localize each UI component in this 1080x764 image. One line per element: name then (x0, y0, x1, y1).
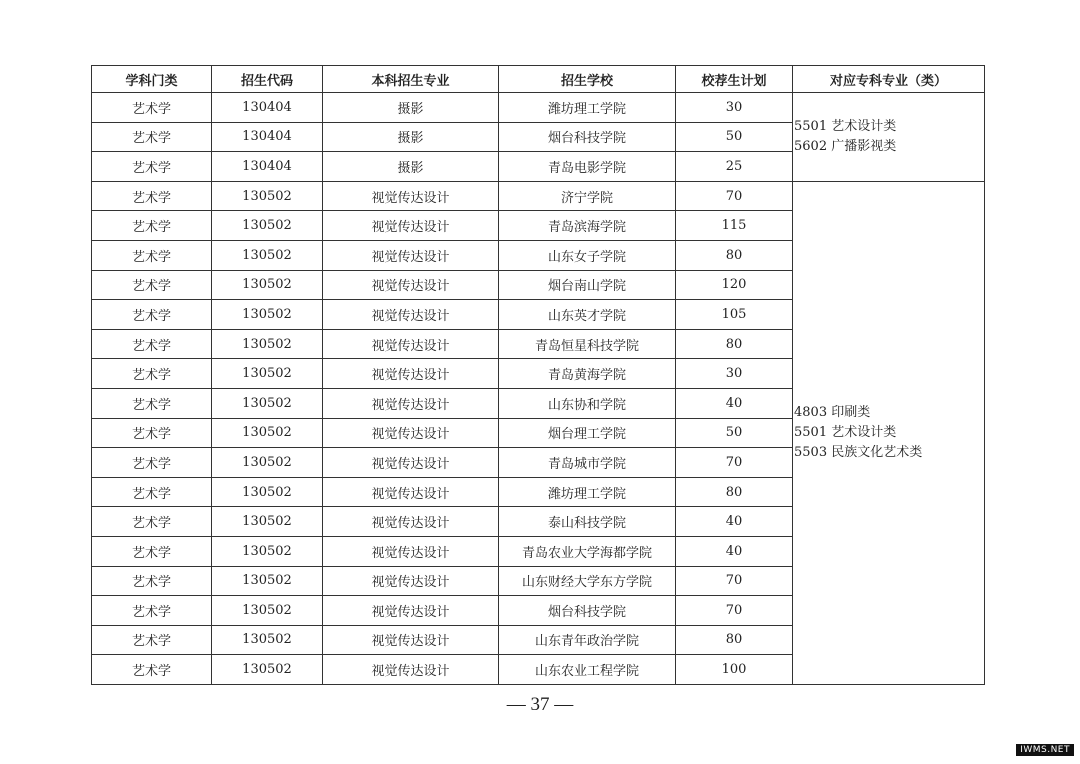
cell-school: 山东协和学院 (499, 388, 676, 418)
cell-discipline: 艺术学 (92, 152, 212, 182)
cell-major: 视觉传达设计 (323, 536, 499, 566)
cell-major: 视觉传达设计 (323, 270, 499, 300)
cell-discipline: 艺术学 (92, 240, 212, 270)
related-majors-cell (793, 181, 985, 684)
cell-code: 130502 (212, 655, 323, 685)
cell-discipline: 艺术学 (92, 270, 212, 300)
cell-school: 青岛恒星科技学院 (499, 329, 676, 359)
header-discipline: 学科门类 (92, 66, 212, 93)
cell-school: 山东英才学院 (499, 300, 676, 330)
cell-major: 摄影 (323, 122, 499, 152)
cell-school: 青岛黄海学院 (499, 359, 676, 389)
cell-quota: 80 (676, 477, 793, 507)
cell-code: 130404 (212, 122, 323, 152)
cell-discipline: 艺术学 (92, 596, 212, 626)
cell-discipline: 艺术学 (92, 536, 212, 566)
cell-code: 130502 (212, 596, 323, 626)
cell-discipline: 艺术学 (92, 122, 212, 152)
related-major-item: 4803 印刷类 (794, 404, 871, 420)
cell-discipline: 艺术学 (92, 448, 212, 478)
cell-major: 视觉传达设计 (323, 359, 499, 389)
watermark: IWMS.NET (1016, 744, 1074, 756)
cell-school: 潍坊理工学院 (499, 477, 676, 507)
table-header-row (92, 66, 985, 93)
table-row (92, 93, 985, 123)
cell-school: 山东财经大学东方学院 (499, 566, 676, 596)
page-number: — 37 — (506, 694, 574, 715)
cell-major: 视觉传达设计 (323, 211, 499, 241)
cell-quota: 115 (676, 211, 793, 241)
cell-quota: 80 (676, 329, 793, 359)
related-major-item: 5602 广播影视类 (794, 138, 897, 154)
cell-discipline: 艺术学 (92, 625, 212, 655)
cell-school: 青岛城市学院 (499, 448, 676, 478)
cell-discipline: 艺术学 (92, 329, 212, 359)
cell-quota: 40 (676, 507, 793, 537)
cell-discipline: 艺术学 (92, 93, 212, 123)
cell-quota: 50 (676, 122, 793, 152)
cell-major: 视觉传达设计 (323, 477, 499, 507)
cell-major: 视觉传达设计 (323, 507, 499, 537)
header-quota: 校荐生计划 (676, 66, 793, 93)
related-majors-cell (793, 93, 985, 182)
cell-quota: 70 (676, 566, 793, 596)
cell-quota: 80 (676, 625, 793, 655)
cell-major: 视觉传达设计 (323, 388, 499, 418)
related-major-item: 5503 民族文化艺术类 (794, 444, 923, 460)
cell-quota: 80 (676, 240, 793, 270)
cell-discipline: 艺术学 (92, 566, 212, 596)
cell-major: 视觉传达设计 (323, 329, 499, 359)
cell-school: 青岛电影学院 (499, 152, 676, 182)
cell-quota: 70 (676, 181, 793, 211)
cell-school: 烟台南山学院 (499, 270, 676, 300)
header-school: 招生学校 (499, 66, 676, 93)
related-major-item: 5501 艺术设计类 (794, 118, 897, 134)
table-body (92, 93, 985, 685)
cell-major: 视觉传达设计 (323, 240, 499, 270)
enrollment-plan-table (91, 65, 985, 685)
cell-code: 130502 (212, 329, 323, 359)
cell-discipline: 艺术学 (92, 300, 212, 330)
cell-quota: 105 (676, 300, 793, 330)
cell-school: 青岛滨海学院 (499, 211, 676, 241)
cell-code: 130404 (212, 152, 323, 182)
header-major: 本科招生专业 (323, 66, 499, 93)
cell-school: 烟台理工学院 (499, 418, 676, 448)
cell-school: 山东农业工程学院 (499, 655, 676, 685)
cell-quota: 70 (676, 596, 793, 626)
cell-major: 视觉传达设计 (323, 300, 499, 330)
cell-school: 青岛农业大学海都学院 (499, 536, 676, 566)
cell-major: 视觉传达设计 (323, 181, 499, 211)
cell-code: 130502 (212, 625, 323, 655)
cell-code: 130502 (212, 359, 323, 389)
cell-school: 潍坊理工学院 (499, 93, 676, 123)
cell-school: 泰山科技学院 (499, 507, 676, 537)
cell-code: 130502 (212, 270, 323, 300)
cell-discipline: 艺术学 (92, 211, 212, 241)
cell-code: 130502 (212, 211, 323, 241)
cell-school: 烟台科技学院 (499, 122, 676, 152)
cell-quota: 100 (676, 655, 793, 685)
cell-quota: 120 (676, 270, 793, 300)
cell-major: 视觉传达设计 (323, 625, 499, 655)
cell-discipline: 艺术学 (92, 477, 212, 507)
cell-discipline: 艺术学 (92, 181, 212, 211)
header-code: 招生代码 (212, 66, 323, 93)
related-major-item: 5501 艺术设计类 (794, 424, 897, 440)
cell-discipline: 艺术学 (92, 507, 212, 537)
cell-quota: 70 (676, 448, 793, 478)
cell-code: 130502 (212, 507, 323, 537)
cell-code: 130502 (212, 448, 323, 478)
cell-discipline: 艺术学 (92, 388, 212, 418)
cell-major: 视觉传达设计 (323, 418, 499, 448)
cell-major: 视觉传达设计 (323, 655, 499, 685)
cell-quota: 50 (676, 418, 793, 448)
cell-school: 烟台科技学院 (499, 596, 676, 626)
cell-code: 130404 (212, 93, 323, 123)
cell-code: 130502 (212, 566, 323, 596)
cell-school: 山东女子学院 (499, 240, 676, 270)
cell-code: 130502 (212, 240, 323, 270)
cell-code: 130502 (212, 300, 323, 330)
header-related-majors: 对应专科专业（类） (793, 66, 985, 93)
cell-code: 130502 (212, 536, 323, 566)
cell-major: 摄影 (323, 93, 499, 123)
cell-major: 视觉传达设计 (323, 448, 499, 478)
cell-major: 视觉传达设计 (323, 596, 499, 626)
table-row (92, 181, 985, 211)
cell-code: 130502 (212, 477, 323, 507)
cell-code: 130502 (212, 418, 323, 448)
cell-quota: 25 (676, 152, 793, 182)
cell-major: 摄影 (323, 152, 499, 182)
cell-quota: 30 (676, 359, 793, 389)
cell-code: 130502 (212, 388, 323, 418)
cell-school: 山东青年政治学院 (499, 625, 676, 655)
cell-discipline: 艺术学 (92, 418, 212, 448)
cell-discipline: 艺术学 (92, 359, 212, 389)
cell-major: 视觉传达设计 (323, 566, 499, 596)
cell-quota: 40 (676, 388, 793, 418)
cell-quota: 40 (676, 536, 793, 566)
cell-code: 130502 (212, 181, 323, 211)
cell-quota: 30 (676, 93, 793, 123)
cell-school: 济宁学院 (499, 181, 676, 211)
cell-discipline: 艺术学 (92, 655, 212, 685)
